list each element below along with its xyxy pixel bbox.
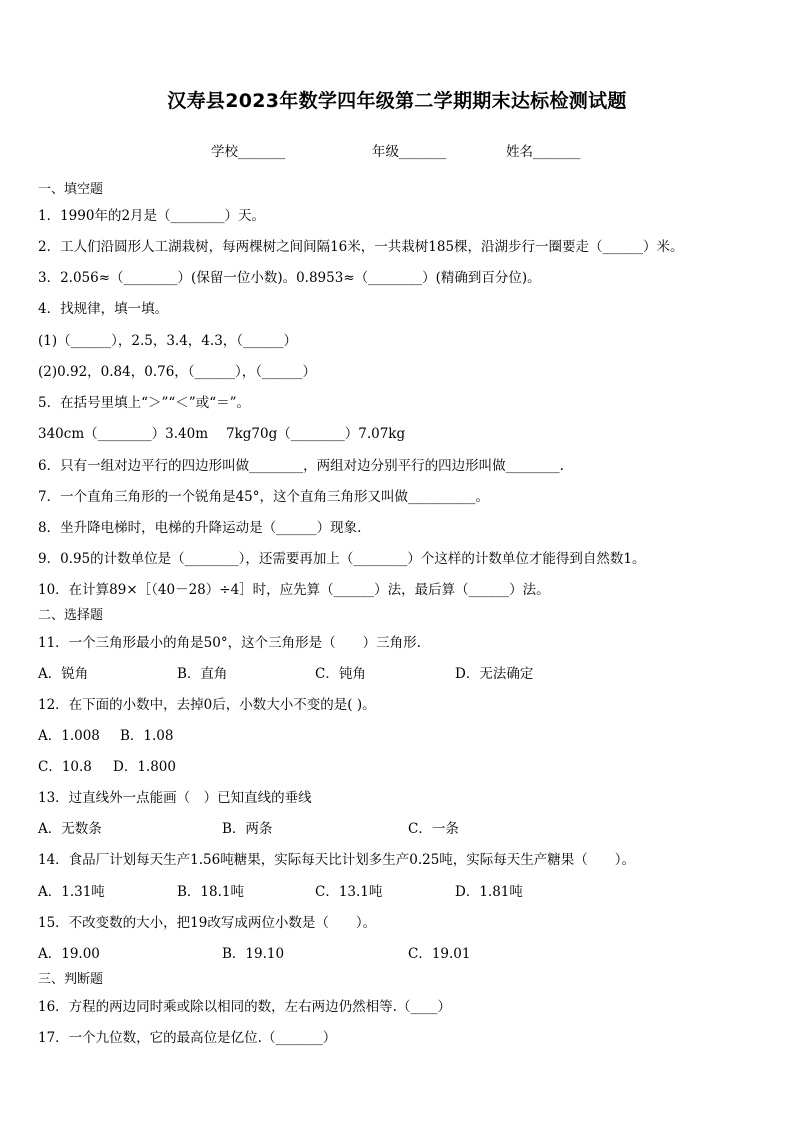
page-title: 汉寿县2023年数学四年级第二学期期末达标检测试题	[167, 90, 627, 112]
question-13-option-a: A．无数条	[38, 821, 102, 837]
question-8: 8．坐升降电梯时，电梯的升降运动是（______）现象.	[38, 520, 362, 536]
question-15-option-c: C．19.01	[408, 946, 471, 962]
question-7: 7．一个直角三角形的一个锐角是45°，这个直角三角形又叫做__________。	[38, 489, 490, 505]
question-11-option-a: A．锐角	[38, 666, 89, 682]
question-11: 11．一个三角形最小的角是50°，这个三角形是（ ）三角形.	[38, 635, 421, 651]
question-13: 13．过直线外一点能画（ ）已知直线的垂线	[38, 790, 312, 806]
question-9: 9．0.95的计数单位是（________），还需要再加上（________）个这样的计数单位才能得到自然数1。	[38, 551, 646, 567]
question-4-part-2: (2)0.92，0.84，0.76，（______），（______）	[38, 364, 317, 380]
question-11-option-b: B．直角	[177, 666, 228, 682]
question-3: 3．2.056≈（________）(保留一位小数)。0.8953≈（________）(精确到百分位)。	[38, 270, 541, 286]
question-13-option-c: C．一条	[408, 821, 459, 837]
question-1: 1．1990年的2月是（________）天。	[38, 208, 266, 224]
question-14-option-b: B．18.1吨	[177, 884, 244, 900]
question-12-option-c: C．10.8	[38, 759, 92, 775]
grade-field[interactable]: 年级_______	[372, 144, 447, 160]
question-17: 17．一个九位数，它的最高位是亿位.（_______）	[38, 1030, 337, 1046]
section-true-false: 三、判断题	[38, 972, 104, 987]
question-16: 16．方程的两边同时乘或除以相同的数，左右两边仍然相等.（____）	[38, 999, 451, 1015]
question-15-option-b: B．19.10	[222, 946, 285, 962]
school-field[interactable]: 学校_______	[211, 144, 286, 160]
question-10: 10．在计算89×［（40－28）÷4］时，应先算（______）法，最后算（______）法。	[38, 582, 550, 598]
question-12-option-a: A．1.008	[38, 728, 100, 744]
question-12-option-d: D．1.800	[113, 759, 176, 775]
question-13-option-b: B．两条	[222, 821, 273, 837]
question-4: 4．找规律，填一填。	[38, 301, 169, 317]
question-15-option-a: A．19.00	[38, 946, 100, 962]
question-2: 2．工人们沿圆形人工湖栽树，每两棵树之间间隔16米，一共栽树185棵，沿湖步行一圈要走（______）米。	[38, 239, 684, 255]
question-6: 6．只有一组对边平行的四边形叫做________，两组对边分别平行的四边形叫做________.	[38, 458, 564, 474]
question-5: 5．在括号里填上“＞”“＜”或“＝”。	[38, 395, 250, 411]
question-11-option-c: C．钝角	[315, 666, 366, 682]
question-15: 15．不改变数的大小，把19改写成两位小数是（ ）。	[38, 915, 377, 931]
question-4-part-1: (1)（______），2.5，3.4，4.3，（______）	[38, 333, 298, 349]
question-14-option-c: C．13.1吨	[315, 884, 383, 900]
question-12: 12．在下面的小数中，去掉0后，小数大小不变的是( )。	[38, 697, 376, 713]
question-14: 14．食品厂计划每天生产1.56吨糖果，实际每天比计划多生产0.25吨，实际每天生产糖果（ ）。	[38, 852, 636, 868]
question-14-option-d: D．1.81吨	[455, 884, 523, 900]
question-11-option-d: D．无法确定	[455, 666, 534, 682]
section-multiple-choice: 二、选择题	[38, 608, 104, 623]
question-5-part-b: 7kg70g（________）7.07kg	[226, 426, 406, 442]
name-field[interactable]: 姓名_______	[506, 144, 581, 160]
question-5-part-a: 340cm（________）3.40m	[38, 426, 208, 442]
question-14-option-a: A．1.31吨	[38, 884, 105, 900]
question-12-option-b: B．1.08	[120, 728, 174, 744]
section-fill-blank: 一、填空题	[38, 182, 104, 197]
